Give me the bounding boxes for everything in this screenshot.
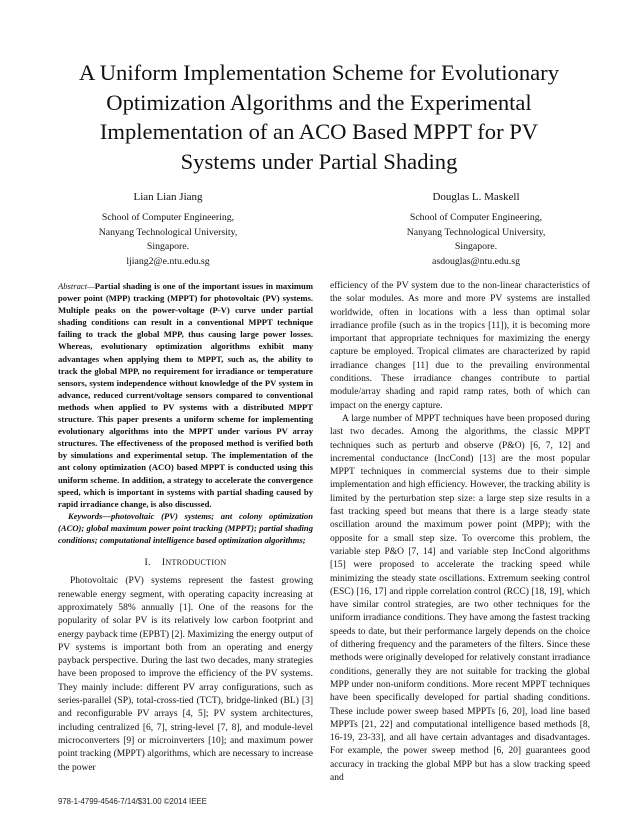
keywords-text: photovoltaic (PV) systems; ant colony optimization (ACO); global maximum power point tracking (MPPT); partial shading conditions; computational intelligence based optimization algorithms; — [58, 510, 313, 545]
author-name: Douglas L. Maskell — [432, 191, 520, 203]
keywords-label: Keywords— — [68, 510, 111, 521]
author-affiliation: Singapore. — [146, 241, 190, 252]
section-initial: I — [161, 557, 166, 569]
author-block-1 — [38, 190, 298, 269]
title-line: Optimization Algorithms and the Experimental — [106, 89, 532, 115]
author-email: asdouglas@ntu.edu.sg — [432, 255, 520, 267]
abstract-text: Partial shading is one of the important issues in maximum power point (MPP) tracking (MPPT) for photovoltaic (PV) systems. Multiple peaks on the power-voltage (P-V) curve under partial shading conditions can result in a conventional MPPT technique failing to track the global MPP, thus causing large power losses. Whereas, evolutionary optimization algorithms exhibit many advantages when applying them to MPPT, such as, the ability to track the global MPP, no requirement for irradiance or temperature sensors, system independence without knowledge of the PV system in advance, reduced current/voltage sensors compared to conventional methods when applied to PV systems with a distributed MPPT structure. This paper presents a uniform scheme for implementing evolutionary algorithms into the MPPT under various PV array structures. The effectiveness of the proposed method is verified both by simulations and experimental setup. The implementation of the ant colony optimization (ACO) based MPPT is conducted using this uniform scheme. In addition, a strategy to accelerate the convergence speed, which is important in systems with partial shading caused by rapid irradiance change, is also discussed. — [58, 281, 313, 509]
copyright-footer: 978-1-4799-4546-7/14/$31.00 ©2014 IEEE — [58, 797, 207, 806]
author-affiliation: School of Computer Engineering, — [409, 212, 543, 223]
title-line: Implementation of an ACO Based MPPT for PV — [99, 119, 539, 144]
intro-paragraph: Photovoltaic (PV) systems represent the fastest growing renewable energy segment, with operating capacity increasing at approximately 58% annually [1]. One of the reasons for the popularity of solar PV is its relatively low carbon footprint and energy payback time (EPBT) [2]. Maximizing the energy output of PV systems is important both from an operating and energy payback perspective. During the last two decades, many strategies have been proposed to improve the efficiency of the PV systems. They mainly include: different PV array configurations, such as series-parallel (SP), total-cross-tied (TCT), bridge-linked (BL) [3] and reconfigurable PV arrays [4, 5]; PV system architectures, including centralized [6, 7], string-level [7, 8], and module-level microconverters [9] or microinverters [10]; and maximum power point tracking (MPPT) algorithms, which are necessary to increase the power — [58, 576, 313, 773]
right-column — [330, 280, 590, 785]
author-email: ljiang2@e.ntu.edu.sg — [126, 255, 210, 267]
body-paragraph: A large number of MPPT techniques have been proposed during last two decades. Among the algorithms, the classic MPPT techniques such as perturb and observe (P&O) [6, 7, 12] and incremental conductance (IncCond) [13] are the most popular MPPT techniques in commercial systems due to their simple implementation and high efficiency. However, the tracking ability is limited by the perturbation step size: a large step size results in a fast tracking speed but means that there is a large steady state oscillation around the maximum power point (MPP); with the opposite for a small step size. To overcome this problem, the variable step P&O [7, 14] and variable step IncCond algorithms [15] were proposed to accelerate the tracking speed while minimizing the steady state oscillations. Extremum seeking control (ESC) [16, 17] and ripple correlation control (RCC) [18, 19], which have similar control strategies, are two other techniques for the uniform irradiance conditions. They have among the fastest tracking speeds to date, but their performance largely depends on the choice of dithering frequency and the parameters of the filters. Since these methods were originally developed for relatively constant irradiance conditions, generally they are not suitable for tracking the global MPP under non-uniform conditions. More recent MPPT techniques have been specifically developed for partial shading conditions. These include power sweep based MPPTs [6, 20], load line based MPPTs [21, 22] and computational intelligence based methods [8, 16-19, 23-33], and all have certain advantages and disadvantages. For example, the power sweep method [6, 20] guarantees good accuracy in tracking the global MPP but has a slow tracking speed and — [330, 413, 590, 783]
paper-title — [40, 58, 598, 176]
abstract-label: Abstract — [58, 281, 88, 291]
section-heading — [58, 556, 313, 569]
title-line: Systems under Partial Shading — [180, 148, 458, 174]
title-line: A Uniform Implementation Scheme for Evolutionary — [78, 60, 559, 85]
author-affiliation: School of Computer Engineering, — [101, 212, 235, 223]
body-paragraph: efficiency of the PV system due to the non-linear characteristics of the solar modules. As more and more PV systems are installed worldwide, often in locations with a less than optimal solar irradiance profile (such as in the tropics [11]), it is becoming more important that appropriate techniques for maximizing the energy capture be employed. Tropical climates are characterized by rapid irradiance changes [11] due to the prevailing environmental conditions. These irradiance changes contribute to partial module/array shading and rapid ramp rates, both of which can impact on the energy capture. — [330, 281, 590, 411]
keywords — [58, 510, 313, 546]
section-title-rest: NTRODUCTION — [165, 558, 227, 568]
left-column — [58, 280, 313, 775]
author-name: Lian Lian Jiang — [133, 191, 203, 203]
author-block-2 — [346, 190, 606, 269]
abstract — [58, 280, 313, 510]
author-affiliation: Singapore. — [454, 241, 498, 252]
author-affiliation: Nanyang Technological University, — [98, 226, 238, 238]
section-number: I. — [144, 557, 151, 569]
author-affiliation: Nanyang Technological University, — [406, 226, 546, 238]
abstract-dash: — — [87, 281, 95, 291]
